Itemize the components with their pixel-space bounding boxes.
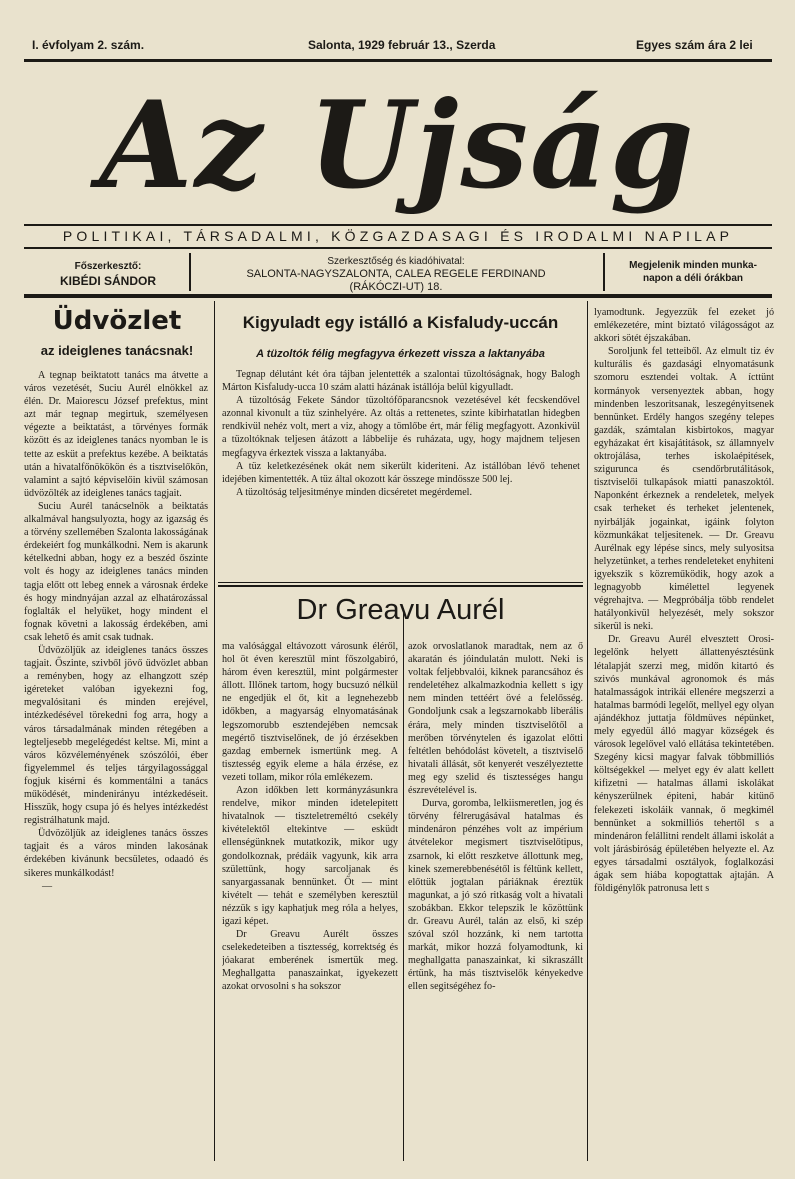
closing-dash: — xyxy=(42,880,53,892)
subtitle-bottom-rule xyxy=(24,247,772,249)
paragraph: A tegnap beiktatott tanács ma átvette a város vezetését, Suciu Aurél elnökkel az élén. Dr. Maiorescu József prefektus, mint azt már tegnap megirtuk, személyesen végezte a beiktatást, a törvényes formák között és az ideiglenes tanács nyomban le is tette az esküt a prefektus kezébe. A beiktatás után a hivatalfőnökökön és a tisztviselőkön, valamint a sajtó képviselőin kivül számosan üdvözölték az ideiglenes tanács tagjait. xyxy=(24,370,208,499)
editor-block xyxy=(24,260,192,288)
office-address-2: (RÁKÓCZI-UT) 18. xyxy=(349,281,443,293)
subtitle-top-rule xyxy=(24,224,772,226)
greavu-body-col-3 xyxy=(594,306,774,1161)
udvozlet-subheadline: az ideiglenes tanácsnak! xyxy=(40,343,194,358)
masthead-title: Az Ujság xyxy=(99,75,696,216)
editor-role: Főszerkesztő: xyxy=(74,261,142,272)
imprint-divider-left xyxy=(189,253,191,291)
office-label: Szerkesztőség és kiadóhivatal: xyxy=(327,256,465,267)
office-block xyxy=(196,255,596,294)
fire-body xyxy=(222,368,580,584)
office-address: SALONTA-NAGYSZALONTA, CALEA REGELE FERDINAND xyxy=(246,268,546,280)
schedule-block xyxy=(610,259,776,285)
paragraph: azok orvoslatlanok maradtak, nem az ő akaratán és jóindulatán mulott. Neki is voltak feljebbvalói, kiknek parancsához és rendeletéhez alkalmazkodnia kellett s igy nem minden tettéért övé a felelősség. Gondoljunk csak a legszarnokabb liberális érára, mely minden tisztviselőtől a merőben törvénytelen és igazolat előtti feltétlen behódolást követelt, a tisztviselő hivatali állását, sőt kenyerét veszélyeztette meg egy szelid és tisztességes hangu észrevételével is. xyxy=(408,641,583,797)
greavu-body-col-2 xyxy=(408,640,583,1161)
newspaper-subtitle: POLITIKAI, TÁRSADALMI, KÖZGAZDASAGI ÉS IRODALMI NAPILAP xyxy=(62,228,734,244)
paragraph: ma valósággal eltávozott városunk éléről, hol öt éven keresztül mint főszolgabiró, három éven keresztül, mint polgármester állott. Illőnek tartom, hogy bucsuzó nélkül ne engedjük el őt, kit a legnehezebb időkben, a magyarság elnyomatásának legszomorubb esztendejében nemcsak megértő tisztviselőnek, de jó érzésekben gazdag embernek ismertünk meg. A tisztesség egyik eleme a hála érzése, ez vezeti tollam, mikor róla emlékezem. xyxy=(222,641,398,783)
paragraph: Üdvözöljük az ideiglenes tanács összes tagjait. Őszinte, szivből jövő üdvözlet abban a reményben, hogy az elhangzott szép igéreteket valóban igyekezni fog, megvalósitani és minden erejével, intézkedésével törekedni fog arra, hogy a város társadalmának minden rétegében a legteljesebb megelégedést keltse. Mi, mint a város közvéleményének szószólói, éber figyelemmel és teljes tárgyilagossággal fogjuk kisérni és kommentálni a tanács működését, mindenirányu intézkedéseit. Hisszük, hogy csupa jó és helyes intézkedést registrálhatunk majd. xyxy=(24,644,208,827)
paragraph: A tüzoltóság Fekete Sándor tüzoltófőparancsnok vezetésével két fecskendővel azonnal kivonult a tüz szinhelyére. Az oltás a rettenetes, szinte kibirhatatlan hidegben rendkivül nehéz volt, mert a viz, ahogy a tömlőbe ért, már félig megfagyott. Azonkivül a tüzoltóknak teljesen átázott a lábbelije és ruházata, ugy, hogy majdnem teljesen megfagyva érkeztek vissza a laktanyába. xyxy=(222,395,580,459)
paragraph: Durva, goromba, lelkiismeretlen, jog és törvény félrerugásával hatalmas és mindenáron pénzéhes volt az impérium átvételekor megismert tisztviselőtipus, zsarnok, ki előtt reszketve állottunk meg, kinek szemerebbenésétől is féltünk kellett, előttük jogtalan páriáknak éreztük magunkat, a jó szó ritkaság volt a hivatali szobákban. Ekkor telepszik le közöttünk dr. Greavu Aurél, talán az első, ki szép szóval szól hozzánk, ki nem tartotta markát, mikor hozzá folyamodtunk, ki meghallgatta panaszainkat, ki sikraszállt értünk, ha más tisztviselők kényekedve ellen segitségéhez fo- xyxy=(408,798,583,993)
paragraph: Suciu Aurél tanácselnök a beiktatás alkalmával hangsulyozta, hogy az igazság és a törvény szellemében Szalonta lakosságának érdekeiért fog munkálkodni. Nem is akarunk kételkedni abban, hogy ez a beszéd őszinte volt és hogy az ideiglenes tanács minden tagja előtt ott lebeg ennek a városnak érdeke és hogy mindnyájan azzal az elhatározással foglalták el helyüket, hogy mindent el fognak követni a lakosság érdekében, ami csak lehető és amit csak tudnak. xyxy=(24,500,208,643)
paragraph: Azon időkben lett kormányzásunkra rendelve, mikor minden idetelepitett hivatalnok — tiszteletreméltó csekély kivételektől eltekintve — esküdt ellenségünknek mutatkozik, mikor ugy gondolkoznak, prédáik vagyunk, kik arra születtünk, hogy sarcoljanak és sanyargassanak bennünket. Őt — mint kivételt — tehát e személyben keresztül nézzük s igy kaphatjuk meg róla a helyes, igazi képet. xyxy=(222,785,398,927)
fire-article-rule xyxy=(218,582,583,583)
paragraph: Üdvözöljük az ideiglenes tanács összes tagjait és a város minden lakosának érdekében kivánunk becsületes, odaadó és sikeres munkálkodást! xyxy=(24,828,208,879)
paragraph: Dr Greavu Aurélt összes cselekedeteiben a tisztesség, korrektség és jóakarat emberének ismertük meg. Meghallgatta panaszainkat, igyekezett azokat orvosolni s ha sokszor xyxy=(222,929,398,993)
paragraph: Dr. Greavu Aurél elvesztett Orosi-legelőnk helyett állattenyésztésünk létalapját szerzi meg, midőn kitartó és szivós munkával agronomok és más hatalmasságok intrikái ellenére megszerzi a hatalmas barmódi legelőt, mellyel egy olyan ajándékhoz juttatja földmüves népünket, mely egyedül álló magyar községek és városok legelővel való ellátása tekintetében. Szegény kicsi magyar falvak többmilliós költségekkel — melyet egy év alatt kellett kifizetni — hatalmas állami iskolákat kényszerülnek épiteni, habár kitünő felekezeti iskoláik vannak, ő megkimél bennünket a sokmilliós tehertől s a mindenáron felállitni rendelt állami iskolát a volt járásbiróság épületében helyezte el. Az egyes társadalmi osztályok, foglalkozási ágak sem hiába kopogtattak ajtaján. A földigénylők patronusa lett s xyxy=(594,634,774,895)
schedule-line-2: napon a déli órákban xyxy=(642,273,744,284)
price: Egyes szám ára 2 lei xyxy=(636,38,753,52)
paragraph: Tegnap délutánt két óra tájban jelentették a szalontai tüzoltóságnak, hogy Balogh Márton Kisfaludy-ucca 10 szám alatti házának istállója belül kigyulladt. xyxy=(222,369,580,394)
column-rule-2 xyxy=(403,608,404,1161)
imprint-divider-right xyxy=(603,253,605,291)
udvozlet-body xyxy=(24,369,208,1161)
column-rule-3 xyxy=(587,301,588,1161)
paragraph: Soroljunk fel tetteiből. Az elmult tiz év kulturális és gazdasági elnyomatásunk szomoru esztendei voltak. A ícttünt kormányok versenyeztek abban, hogy mindenben leszoritsanak, leszegényitsenek bennünket. Erdély hangos szegény telepes gazdák, számtalan kisbirtokos, magyar egyházakat ért kisajátitások, sz államnyelv oktrojálása, terhes iskolaépitések, szigurunca és csendőrbrutálitások, tisztviselői tulkapások miatti panaszoktól. Naponként érkeznek a rendeletek, melyek csak terheket és terheket jelentenek, nyirbálják jogainkat, igáink folyton közmunkákat teljesitenek. — Dr. Greavu Aurélnak egy lépése sincs, mely sulyositsa helyzetünket, a terhes rendeleteket enyhiteni igyekszik s közreműködik, hogy azok a legnagyobb kimélettel legyenek végrehajtva. — Megpróbálja több rendelet hatályonkivül helyezését, mely sokszor sikerül is neki. xyxy=(594,346,774,633)
fire-subheadline: A tüzoltók félig megfagyva érkezett vissza a laktanyába xyxy=(256,348,545,360)
greavu-headline: Dr Greavu Aurél xyxy=(296,594,505,626)
paragraph: A tüzoltóság teljesitménye minden dicséretet megérdemel. xyxy=(236,486,473,498)
dateline: Salonta, 1929 február 13., Szerda xyxy=(308,38,496,52)
greavu-body-col-1 xyxy=(222,640,398,1161)
column-rule-1 xyxy=(214,301,215,1161)
volume-number: I. évfolyam 2. szám. xyxy=(32,38,145,52)
imprint-bottom-rule xyxy=(24,294,772,298)
paragraph: lyamodtunk. Jegyezzük fel ezeket jó emlékezetére, mint biztató világosságot az akkori sötét éjszakában. xyxy=(594,307,774,345)
udvozlet-headline: Üdvözlet xyxy=(52,306,182,336)
editor-name: KIBÉDI SÁNDOR xyxy=(59,274,156,288)
paragraph: A tüz keletkezésének okát nem sikerült kideriteni. Az istállóban lévő tehenet idejében kimentették. A tüz által okozott kár összege mindössze 500 lej. xyxy=(222,460,580,485)
fire-headline: Kigyuladt egy istálló a Kisfaludy-uccán xyxy=(242,313,559,332)
schedule-line-1: Megjelenik minden munka- xyxy=(629,260,757,271)
fire-article-rule-2 xyxy=(218,585,583,587)
